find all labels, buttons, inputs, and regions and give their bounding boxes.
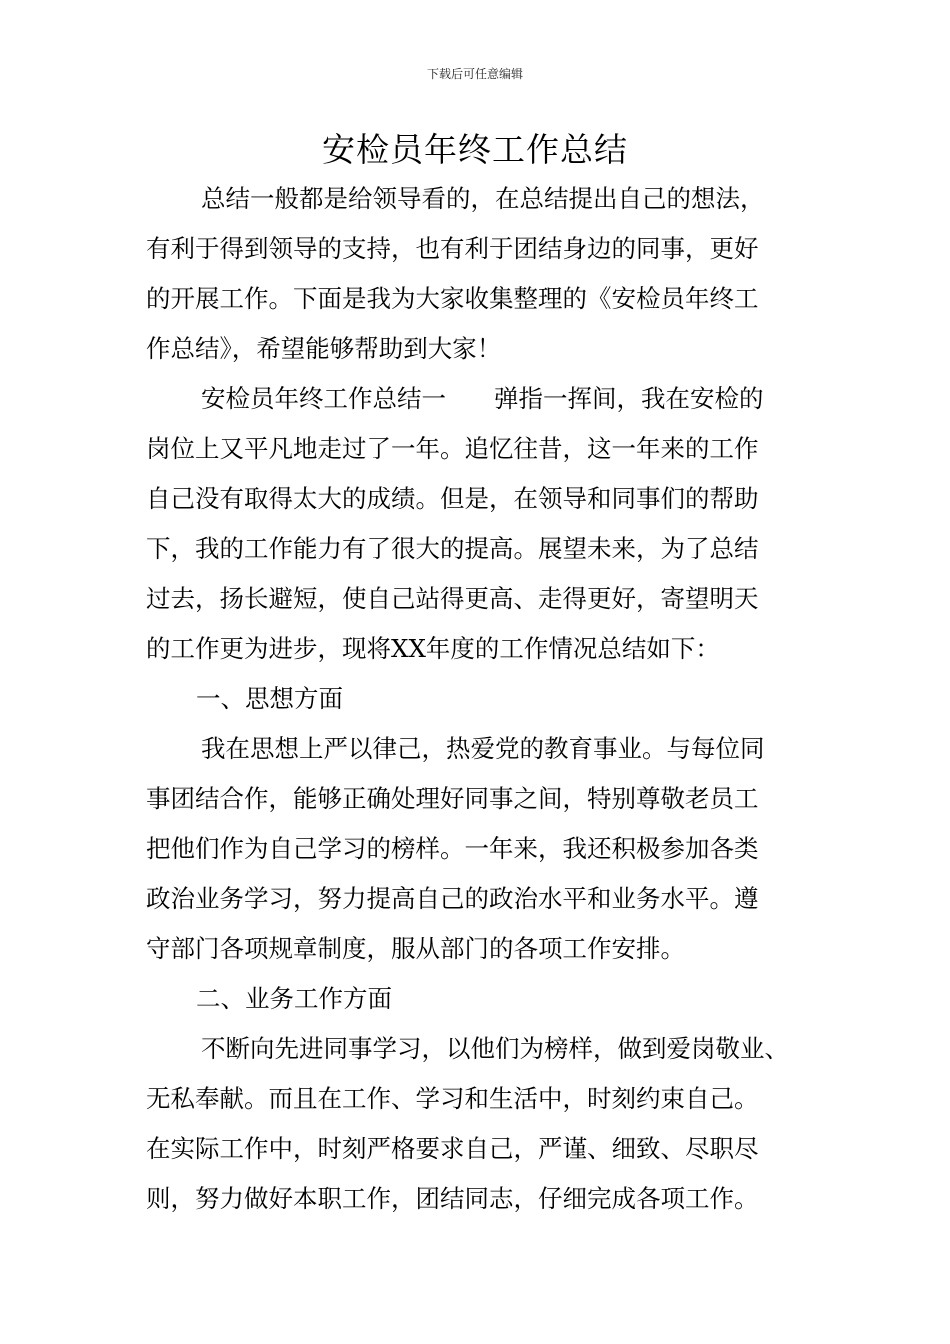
section-heading: 一、思想方面 — [196, 684, 343, 713]
paragraph-line: 作总结》，希望能够帮助到大家！ — [146, 334, 502, 363]
paragraph-line: 过去，扬长避短，使自己站得更高、走得更好，寄望明天 — [146, 584, 759, 613]
paragraph-text: 弹指一挥间，我在安检的 — [494, 384, 764, 413]
paragraph-line: 下，我的工作能力有了很大的提高。展望未来，为了总结 — [146, 534, 759, 563]
paragraph-line: 的工作更为进步，现将XX年度的工作情况总结如下： — [146, 634, 720, 663]
document-title: 安检员年终工作总结 — [322, 130, 628, 169]
header-note: 下载后可任意编辑 — [426, 67, 523, 81]
paragraph-line: 则，努力做好本职工作，团结同志，仔细完成各项工作。 — [146, 1184, 759, 1213]
paragraph-line: 事团结合作，能够正确处理好同事之间，特别尊敬老员工 — [146, 784, 759, 813]
document-body — [146, 174, 811, 1224]
paragraph-line: 无私奉献。而且在工作、学习和生活中，时刻约束自己。 — [146, 1084, 759, 1113]
paragraph-line: 有利于得到领导的支持，也有利于团结身边的同事，更好 — [146, 234, 759, 263]
section-heading: 二、业务工作方面 — [196, 984, 392, 1013]
paragraph-line: 我在思想上严以律己，热爱党的教育事业。与每位同 — [201, 734, 765, 763]
paragraph-line: 的开展工作。下面是我为大家收集整理的《安检员年终工 — [146, 284, 759, 313]
paragraph-line: 自己没有取得太大的成绩。但是，在领导和同事们的帮助 — [146, 484, 759, 513]
paragraph-line: 总结一般都是给领导看的，在总结提出自己的想法， — [201, 184, 765, 213]
paragraph-line: 不断向先进同事学习，以他们为榜样，做到爱岗敬业、 — [201, 1034, 789, 1063]
section-intro-line — [146, 374, 811, 424]
subtitle-label: 安检员年终工作总结一 — [201, 384, 446, 413]
paragraph-line: 岗位上又平凡地走过了一年。追忆往昔，这一年来的工作 — [146, 434, 759, 463]
paragraph-line: 把他们作为自己学习的榜样。一年来，我还积极参加各类 — [146, 834, 759, 863]
paragraph-line: 守部门各项规章制度，服从部门的各项工作安排。 — [146, 934, 685, 963]
paragraph-line: 政治业务学习，努力提高自己的政治水平和业务水平。遵 — [146, 884, 759, 913]
paragraph-line: 在实际工作中，时刻严格要求自己，严谨、细致、尽职尽 — [146, 1134, 759, 1163]
